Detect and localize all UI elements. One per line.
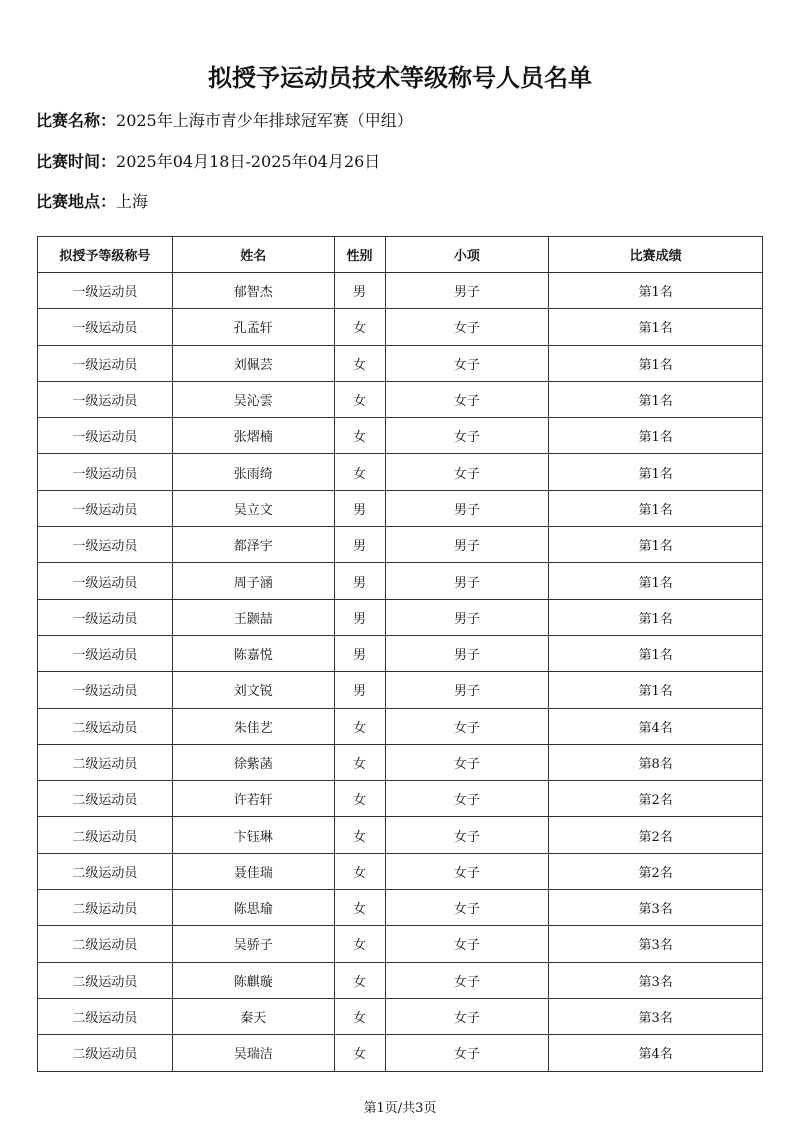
table-row xyxy=(38,853,763,889)
cell-grade: 一级运动员 xyxy=(38,309,173,345)
cell-event: 女子 xyxy=(385,418,549,454)
cell-grade: 二级运动员 xyxy=(38,708,173,744)
cell-result: 第4名 xyxy=(549,708,763,744)
cell-result: 第1名 xyxy=(549,527,763,563)
table-row xyxy=(38,599,763,635)
table-row xyxy=(38,490,763,526)
cell-event: 女子 xyxy=(385,381,549,417)
cell-grade: 二级运动员 xyxy=(38,926,173,962)
table-row xyxy=(38,962,763,998)
cell-grade: 二级运动员 xyxy=(38,817,173,853)
document-title: 拟授予运动员技术等级称号人员名单 xyxy=(208,63,592,92)
cell-name: 卞钰琳 xyxy=(172,817,334,853)
header-gender: 性别 xyxy=(334,237,385,273)
cell-gender: 男 xyxy=(334,273,385,309)
cell-event: 女子 xyxy=(385,781,549,817)
table-row xyxy=(38,890,763,926)
table-row xyxy=(38,1035,763,1071)
cell-name: 郁智杰 xyxy=(172,273,334,309)
table-row xyxy=(38,563,763,599)
table-row xyxy=(38,418,763,454)
cell-event: 男子 xyxy=(385,273,549,309)
cell-result: 第4名 xyxy=(549,1035,763,1071)
cell-name: 秦天 xyxy=(172,998,334,1034)
table-row xyxy=(38,781,763,817)
table-row xyxy=(38,381,763,417)
cell-event: 女子 xyxy=(385,345,549,381)
cell-grade: 二级运动员 xyxy=(38,998,173,1034)
cell-event: 女子 xyxy=(385,708,549,744)
cell-event: 女子 xyxy=(385,309,549,345)
cell-gender: 女 xyxy=(334,708,385,744)
cell-name: 吴骄子 xyxy=(172,926,334,962)
cell-name: 陈麒璇 xyxy=(172,962,334,998)
competition-name-value: 2025年上海市青少年排球冠军赛（甲组） xyxy=(116,111,413,130)
cell-gender: 男 xyxy=(334,527,385,563)
cell-grade: 二级运动员 xyxy=(38,890,173,926)
cell-result: 第1名 xyxy=(549,635,763,671)
cell-event: 男子 xyxy=(385,490,549,526)
cell-gender: 男 xyxy=(334,672,385,708)
cell-name: 周子涵 xyxy=(172,563,334,599)
cell-result: 第3名 xyxy=(549,890,763,926)
cell-result: 第1名 xyxy=(549,273,763,309)
table-row xyxy=(38,926,763,962)
cell-name: 都泽宇 xyxy=(172,527,334,563)
cell-name: 张雨绮 xyxy=(172,454,334,490)
cell-gender: 女 xyxy=(334,454,385,490)
cell-result: 第1名 xyxy=(549,381,763,417)
cell-event: 男子 xyxy=(385,672,549,708)
table-row xyxy=(38,309,763,345)
competition-location xyxy=(36,189,148,212)
cell-name: 孔孟轩 xyxy=(172,309,334,345)
header-name: 姓名 xyxy=(172,237,334,273)
cell-name: 陈思瑜 xyxy=(172,890,334,926)
competition-location-value: 上海 xyxy=(116,192,149,211)
table-row xyxy=(38,744,763,780)
cell-grade: 一级运动员 xyxy=(38,454,173,490)
cell-grade: 二级运动员 xyxy=(38,744,173,780)
cell-event: 女子 xyxy=(385,962,549,998)
cell-event: 女子 xyxy=(385,926,549,962)
cell-result: 第1名 xyxy=(549,563,763,599)
cell-grade: 一级运动员 xyxy=(38,490,173,526)
table-header-row xyxy=(38,237,763,273)
cell-result: 第2名 xyxy=(549,817,763,853)
cell-grade: 一级运动员 xyxy=(38,563,173,599)
cell-gender: 男 xyxy=(334,490,385,526)
cell-event: 男子 xyxy=(385,635,549,671)
cell-result: 第3名 xyxy=(549,998,763,1034)
cell-grade: 二级运动员 xyxy=(38,962,173,998)
cell-name: 张熠楠 xyxy=(172,418,334,454)
cell-event: 女子 xyxy=(385,744,549,780)
header-grade: 拟授予等级称号 xyxy=(38,237,173,273)
cell-result: 第1名 xyxy=(549,490,763,526)
header-result: 比赛成绩 xyxy=(549,237,763,273)
table-row xyxy=(38,527,763,563)
cell-result: 第1名 xyxy=(549,454,763,490)
cell-name: 吴立文 xyxy=(172,490,334,526)
table-row xyxy=(38,998,763,1034)
cell-gender: 女 xyxy=(334,962,385,998)
cell-gender: 女 xyxy=(334,1035,385,1071)
cell-grade: 一级运动员 xyxy=(38,418,173,454)
cell-result: 第1名 xyxy=(549,345,763,381)
cell-grade: 一级运动员 xyxy=(38,599,173,635)
header-event: 小项 xyxy=(385,237,549,273)
table-row xyxy=(38,273,763,309)
table-row xyxy=(38,635,763,671)
competition-name-label: 比赛名称： xyxy=(36,111,117,130)
cell-result: 第1名 xyxy=(549,672,763,708)
cell-event: 女子 xyxy=(385,1035,549,1071)
cell-gender: 女 xyxy=(334,817,385,853)
competition-time xyxy=(36,149,380,172)
table-row xyxy=(38,345,763,381)
cell-event: 男子 xyxy=(385,599,549,635)
cell-event: 女子 xyxy=(385,454,549,490)
cell-name: 聂佳瑞 xyxy=(172,853,334,889)
cell-name: 吴沁雲 xyxy=(172,381,334,417)
cell-gender: 女 xyxy=(334,998,385,1034)
cell-event: 女子 xyxy=(385,853,549,889)
table-row xyxy=(38,708,763,744)
cell-grade: 一级运动员 xyxy=(38,381,173,417)
cell-gender: 女 xyxy=(334,418,385,454)
cell-result: 第1名 xyxy=(549,418,763,454)
competition-name xyxy=(36,108,413,131)
cell-result: 第3名 xyxy=(549,962,763,998)
cell-result: 第1名 xyxy=(549,599,763,635)
table-row xyxy=(38,454,763,490)
cell-event: 女子 xyxy=(385,890,549,926)
cell-grade: 二级运动员 xyxy=(38,781,173,817)
cell-gender: 女 xyxy=(334,926,385,962)
cell-name: 许若轩 xyxy=(172,781,334,817)
cell-gender: 女 xyxy=(334,309,385,345)
cell-gender: 女 xyxy=(334,744,385,780)
cell-result: 第8名 xyxy=(549,744,763,780)
cell-gender: 女 xyxy=(334,781,385,817)
cell-name: 刘佩芸 xyxy=(172,345,334,381)
page-number: 第1页/共3页 xyxy=(363,1101,437,1116)
cell-result: 第1名 xyxy=(549,309,763,345)
cell-name: 王颢喆 xyxy=(172,599,334,635)
cell-gender: 男 xyxy=(334,599,385,635)
cell-grade: 二级运动员 xyxy=(38,1035,173,1071)
cell-result: 第3名 xyxy=(549,926,763,962)
cell-grade: 一级运动员 xyxy=(38,527,173,563)
table-row xyxy=(38,672,763,708)
cell-gender: 女 xyxy=(334,381,385,417)
cell-grade: 一级运动员 xyxy=(38,672,173,708)
cell-result: 第2名 xyxy=(549,781,763,817)
cell-grade: 一级运动员 xyxy=(38,273,173,309)
cell-event: 女子 xyxy=(385,817,549,853)
cell-event: 男子 xyxy=(385,563,549,599)
competition-time-label: 比赛时间： xyxy=(36,152,117,171)
cell-gender: 女 xyxy=(334,890,385,926)
cell-grade: 二级运动员 xyxy=(38,853,173,889)
cell-grade: 一级运动员 xyxy=(38,345,173,381)
cell-name: 吴瑞洁 xyxy=(172,1035,334,1071)
cell-result: 第2名 xyxy=(549,853,763,889)
cell-name: 陈嘉悦 xyxy=(172,635,334,671)
competition-time-value: 2025年04月18日-2025年04月26日 xyxy=(116,152,381,171)
cell-gender: 男 xyxy=(334,563,385,599)
cell-name: 刘文锐 xyxy=(172,672,334,708)
cell-name: 朱佳艺 xyxy=(172,708,334,744)
cell-event: 女子 xyxy=(385,998,549,1034)
cell-grade: 一级运动员 xyxy=(38,635,173,671)
cell-name: 徐紫菡 xyxy=(172,744,334,780)
cell-gender: 男 xyxy=(334,635,385,671)
table-row xyxy=(38,817,763,853)
athlete-table xyxy=(37,236,763,1072)
cell-gender: 女 xyxy=(334,853,385,889)
cell-event: 男子 xyxy=(385,527,549,563)
competition-location-label: 比赛地点： xyxy=(36,192,117,211)
cell-gender: 女 xyxy=(334,345,385,381)
